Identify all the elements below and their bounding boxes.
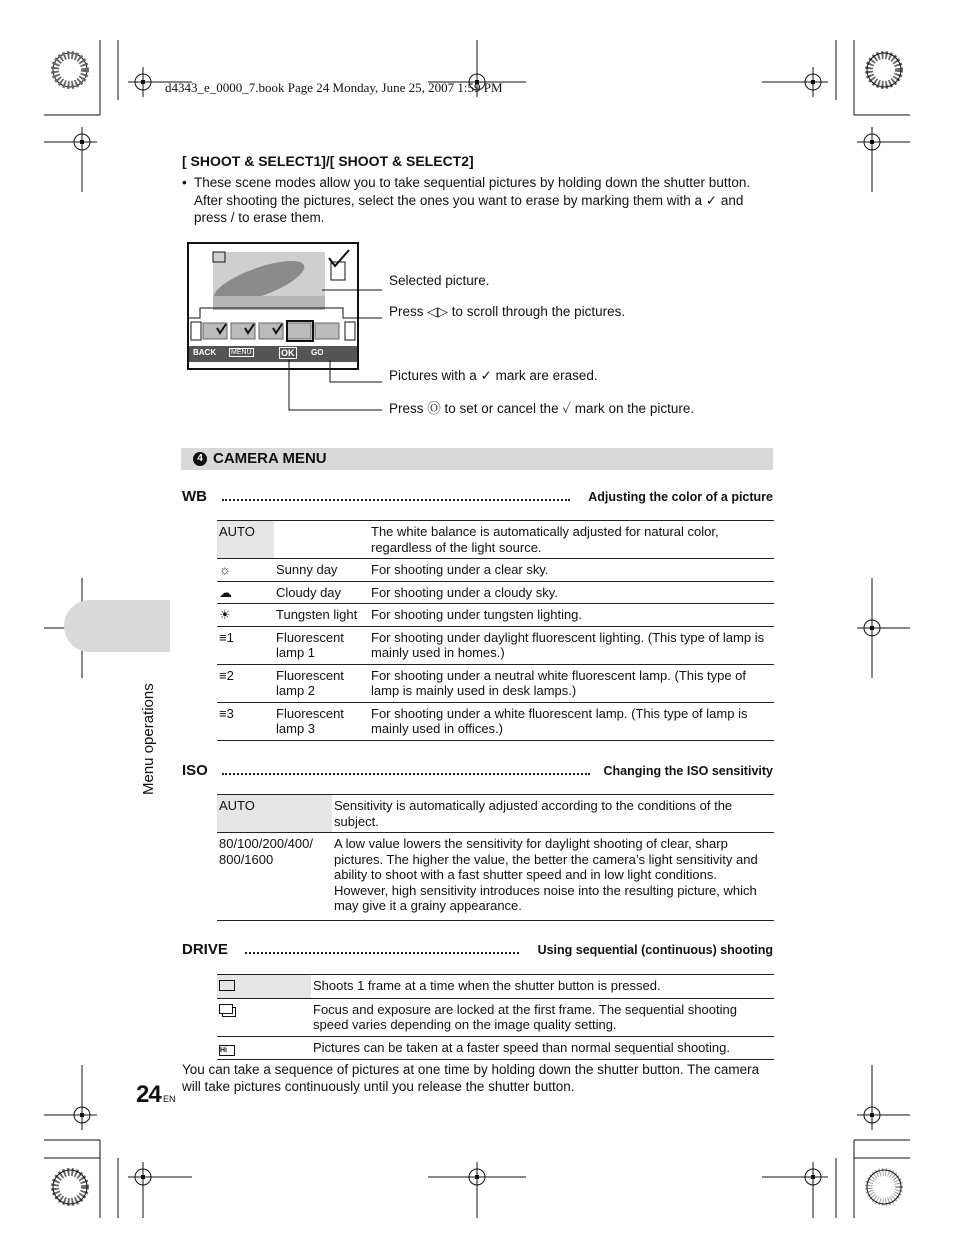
iso-title: ISO bbox=[182, 762, 208, 779]
drive-text: Pictures can be taken at a faster speed than normal sequential shooting. bbox=[313, 1039, 730, 1055]
shoot-select-body: These scene modes allow you to take sequential pictures by holding down the shutter button. After shooting the pictures, select the ones you want to erase by marking them with a ✓ and press / to erase them. bbox=[194, 175, 751, 225]
book-file-line: d4343_e_0000_7.book Page 24 Monday, June 25, 2007 1:59 PM bbox=[165, 80, 503, 95]
wb-name: Tungsten light bbox=[276, 607, 358, 622]
callout-erased: Pictures with a ✓ mark are erased. bbox=[389, 368, 598, 383]
iso-row-values bbox=[217, 833, 774, 921]
tungsten-icon: ☀ bbox=[219, 607, 231, 622]
wb-text: For shooting under a cloudy sky. bbox=[371, 584, 558, 600]
iso-desc: Changing the ISO sensitivity bbox=[603, 764, 773, 778]
side-tab-label: Menu operations bbox=[140, 683, 157, 795]
drive-table bbox=[217, 974, 774, 1060]
wb-table bbox=[217, 520, 774, 741]
wb-name: Fluorescent lamp 1 bbox=[276, 629, 344, 660]
drive-row-hi-speed bbox=[217, 1036, 774, 1059]
screen-ok-label: OK bbox=[281, 348, 295, 358]
callout-lines bbox=[0, 0, 954, 430]
wb-row-fluor3 bbox=[217, 702, 774, 740]
wb-name: Sunny day bbox=[276, 562, 338, 577]
camera-menu-bar bbox=[181, 448, 773, 470]
wb-text: For shooting under a white fluorescent lamp. (This type of lamp is mainly used in offices.) bbox=[371, 705, 748, 736]
wb-row-fluor2 bbox=[217, 664, 774, 702]
wb-text: The white balance is automatically adjusted for natural color, regardless of the light source. bbox=[371, 524, 719, 555]
shoot-select-heading: [ SHOOT & SELECT1]/[ SHOOT & SELECT2] bbox=[182, 153, 474, 169]
section-number-badge: 4 bbox=[193, 452, 207, 466]
single-frame-icon bbox=[219, 980, 235, 991]
fluorescent-2-icon: ≡2 bbox=[219, 667, 234, 683]
side-tab bbox=[64, 600, 170, 652]
drive-leader-dots bbox=[245, 952, 519, 954]
cloudy-icon: ☁ bbox=[219, 584, 232, 600]
wb-desc: Adjusting the color of a picture bbox=[588, 490, 773, 504]
iso-name: AUTO bbox=[217, 795, 332, 833]
wb-name: Fluorescent lamp 3 bbox=[276, 705, 344, 736]
wb-text: For shooting under a neutral white fluorescent lamp. (This type of lamp is mainly used in desk lamps.) bbox=[371, 667, 747, 698]
wb-name bbox=[274, 521, 369, 559]
screen-back-label: BACK bbox=[193, 348, 217, 357]
wb-row-sunny bbox=[217, 559, 774, 582]
iso-leader-dots bbox=[222, 773, 590, 775]
wb-name: Cloudy day bbox=[276, 584, 342, 600]
fluorescent-3-icon: ≡3 bbox=[219, 705, 234, 721]
iso-table bbox=[217, 794, 774, 921]
page-number: 24 bbox=[136, 1081, 161, 1108]
wb-name: Fluorescent lamp 2 bbox=[276, 667, 344, 698]
page-language: EN bbox=[163, 1094, 176, 1104]
wb-text: For shooting under daylight fluorescent lighting. (This type of lamp is mainly used in homes.) bbox=[371, 629, 765, 660]
drive-row-sequential bbox=[217, 998, 774, 1036]
wb-row-fluor1 bbox=[217, 626, 774, 664]
drive-row-single bbox=[217, 975, 774, 999]
closing-paragraph: You can take a sequence of pictures at one time by holding down the shutter button. The camera will take pictures continuously until you release the shutter button. bbox=[182, 1062, 760, 1094]
sunny-icon: ☼ bbox=[219, 562, 231, 577]
callout-selected: Selected picture. bbox=[389, 273, 490, 288]
wb-text: For shooting under a clear sky. bbox=[371, 562, 549, 577]
wb-text: For shooting under tungsten lighting. bbox=[371, 607, 583, 622]
iso-name: 80/100/200/400/ 800/1600 bbox=[219, 836, 313, 867]
wb-row-tungsten bbox=[217, 604, 774, 627]
screen-menu-label: MENU bbox=[231, 349, 252, 356]
drive-desc: Using sequential (continuous) shooting bbox=[537, 943, 773, 957]
camera-menu-title: CAMERA MENU bbox=[213, 450, 327, 467]
wb-leader-dots bbox=[222, 499, 570, 501]
iso-text: A low value lowers the sensitivity for daylight shooting of clear, sharp pictures. The higher the value, the better the camera’s light sensitivity and ability to shoot with a fast shutter speed and in low light conditions. However, high sensitivity introduces noise into the resulting picture, which may give it a grainy appearance. bbox=[334, 836, 758, 913]
wb-row-cloudy bbox=[217, 581, 774, 604]
bullet-dot: • bbox=[182, 175, 187, 190]
sequential-icon bbox=[219, 1004, 233, 1014]
wb-title: WB bbox=[182, 488, 207, 505]
iso-row-auto bbox=[217, 795, 774, 833]
callout-scroll: Press ◁▷ to scroll through the pictures. bbox=[389, 304, 626, 319]
wb-icon: AUTO bbox=[217, 521, 274, 559]
callout-set: Press Ⓞ to set or cancel the ✓ mark on the picture. bbox=[389, 401, 695, 416]
hi-speed-icon: Hi bbox=[219, 1045, 235, 1056]
iso-text: Sensitivity is automatically adjusted according to the conditions of the subject. bbox=[334, 798, 733, 829]
wb-row-auto bbox=[217, 521, 774, 559]
screen-go-label: GO bbox=[311, 348, 324, 357]
fluorescent-1-icon: ≡1 bbox=[219, 629, 234, 645]
drive-text: Shoots 1 frame at a time when the shutter button is pressed. bbox=[313, 978, 661, 993]
drive-title: DRIVE bbox=[182, 941, 228, 958]
drive-text: Focus and exposure are locked at the first frame. The sequential shooting speed varies depending on the image quality setting. bbox=[313, 1001, 737, 1032]
